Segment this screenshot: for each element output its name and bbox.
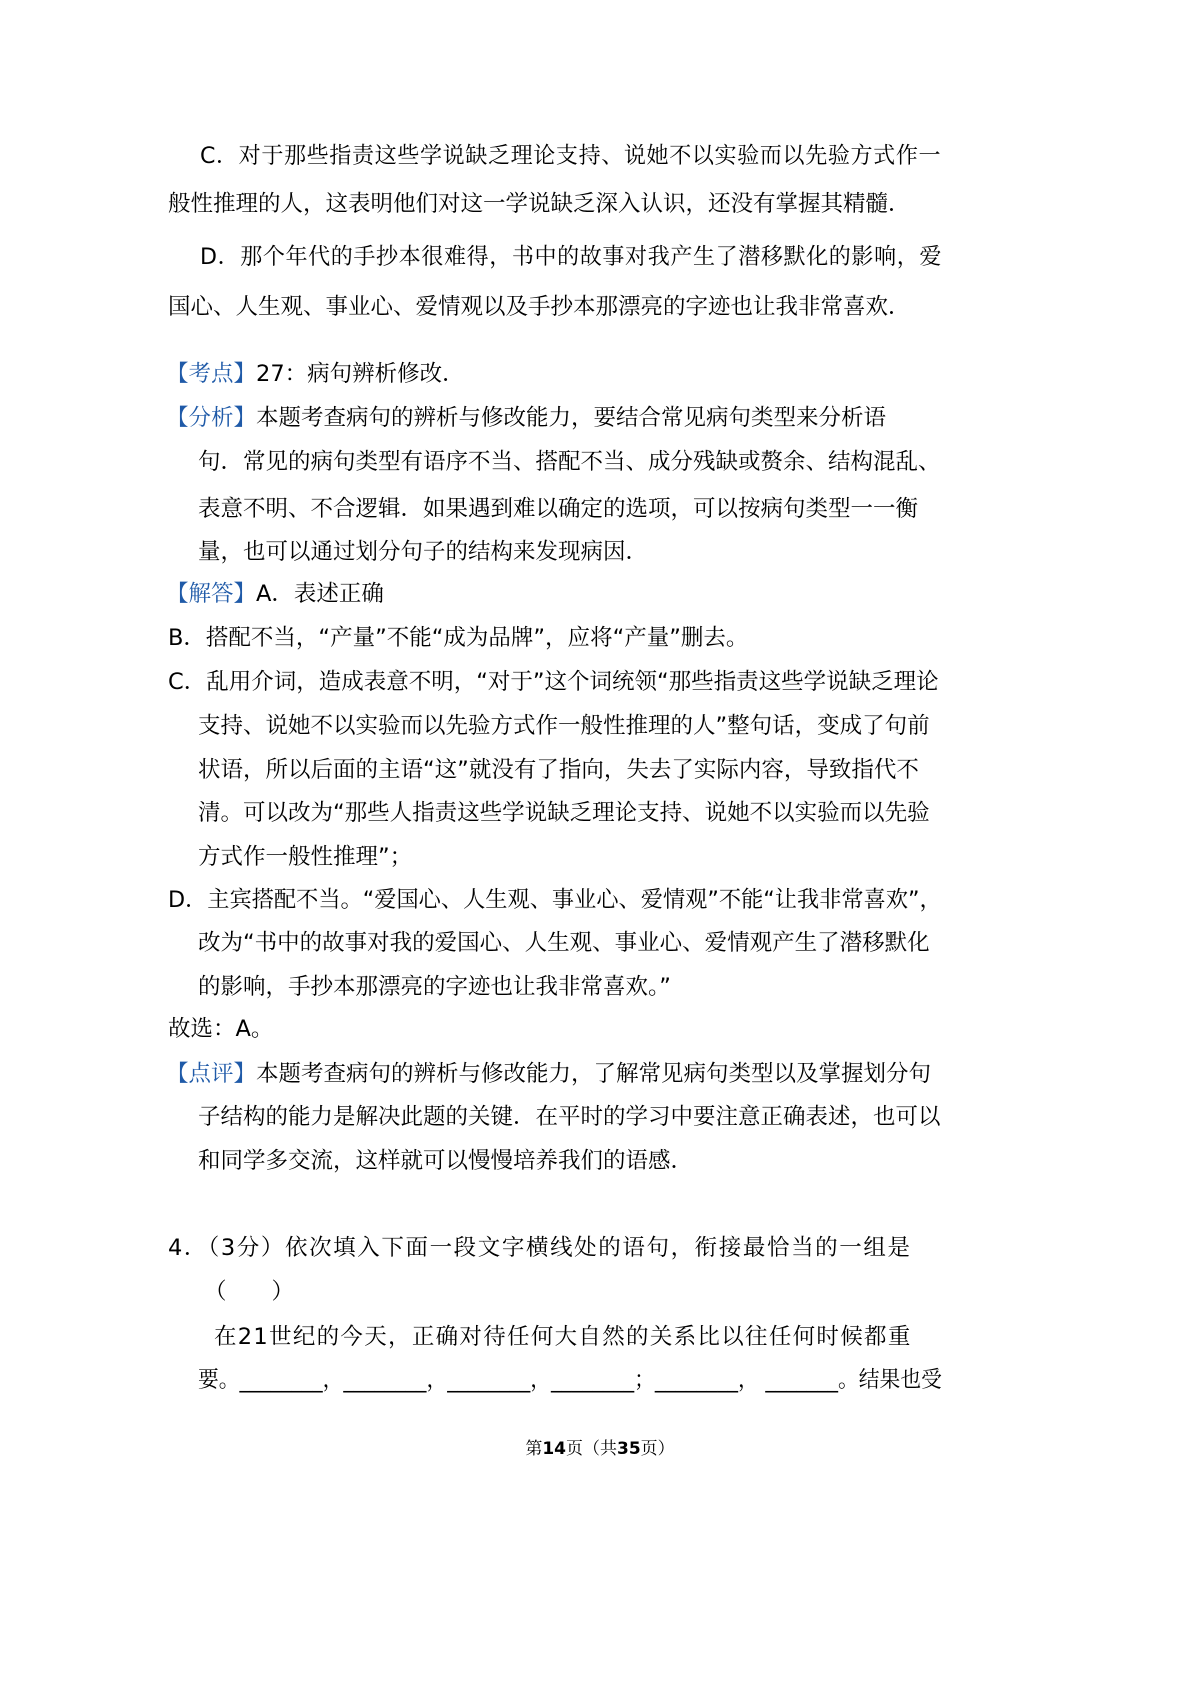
jieda-b: B．搭配不当，“产量”不能“成为品牌”，应将“产量”删去。 (168, 625, 749, 651)
fenxi-line-4: 量，也可以通过划分句子的结构来发现病因． (198, 539, 649, 565)
fenxi-line-2: 句．常见的病句类型有语序不当、搭配不当、成分残缺或赘余、结构混乱、 (198, 449, 941, 475)
fenxi-line-3: 表意不明、不合逻辑．如果遇到难以确定的选项，可以按病句类型一一衡 (198, 496, 919, 522)
question-4-stem-line-1: 4．（3分）依次填入下面一段文字横线处的语句，衔接最恰当的一组是 (168, 1235, 912, 1261)
page-footer (0, 1437, 1200, 1461)
jieda-d-line-1: D．主宾搭配不当。“爱国心、人生观、事业心、爱情观”不能“让我非常喜欢”， (168, 887, 942, 913)
dianping-line-2: 子结构的能力是解决此题的关键．在平时的学习中要注意正确表述，也可以 (198, 1104, 941, 1130)
jieda-c-line-3: 状语，所以后面的主语“这”就没有了指向，失去了实际内容，导致指代不 (198, 757, 919, 783)
dianping-tag: 【点评】 (166, 1061, 257, 1087)
jieda-c-line-2: 支持、说她不以实验而以先验方式作一般性推理的人”整句话，变成了句前 (198, 713, 930, 739)
dianping-line-3: 和同学多交流，这样就可以慢慢培养我们的语感． (198, 1148, 694, 1174)
kaodian-tag: 【考点】 (166, 361, 257, 387)
footer-total-pages: 35 (617, 1439, 641, 1459)
jieda-c-line-4: 清。可以改为“那些人指责这些学说缺乏理论支持、说她不以实验而以先验 (198, 800, 930, 826)
footer-middle: 页（共 (566, 1439, 617, 1459)
fenxi-tag: 【分析】 (166, 405, 257, 431)
jieda-answer: 故选：A。 (168, 1016, 274, 1042)
jieda-c-line-1: C．乱用介词，造成表意不明，“对于”这个词统领“那些指责这些学说缺乏理论 (168, 669, 939, 695)
jieda-tag: 【解答】 (166, 581, 257, 607)
option-d-line-2: 国心、人生观、事业心、爱情观以及手抄本那漂亮的字迹也让我非常喜欢． (168, 294, 911, 320)
footer-prefix: 第 (525, 1439, 543, 1459)
option-c-line-1: C．对于那些指责这些学说缺乏理论支持、说她不以实验而以先验方式作一 (200, 143, 942, 169)
jieda-d-line-3: 的影响，手抄本那漂亮的字迹也让我非常喜欢。” (198, 974, 671, 1000)
footer-suffix: 页） (640, 1439, 675, 1459)
jieda-c-line-5: 方式作一般性推理”； (198, 844, 413, 870)
jieda-d-line-2: 改为“书中的故事对我的爱国心、人生观、事业心、爱情观产生了潜移默化 (198, 930, 930, 956)
kaodian-text: 27：病句辨析修改． (256, 361, 465, 387)
jieda-a: A．表述正确 (256, 581, 384, 607)
option-d-line-1: D．那个年代的手抄本很难得，书中的故事对我产生了潜移默化的影响，爱 (200, 244, 942, 270)
question-4-passage-line-2: 要。________，________，________，________；________， _______。结果也受 (198, 1367, 942, 1393)
fenxi-line-1: 本题考查病句的辨析与修改能力，要结合常见病句类型来分析语 (256, 405, 887, 431)
question-4-passage-line-1: 在21世纪的今天，正确对待任何大自然的关系比以往任何时候都重 (214, 1324, 912, 1350)
question-4-stem-line-2: （ ） (204, 1279, 295, 1305)
option-c-line-2: 般性推理的人，这表明他们对这一学说缺乏深入认识，还没有掌握其精髓． (168, 191, 911, 217)
dianping-line-1: 本题考查病句的辨析与修改能力，了解常见病句类型以及掌握划分句 (256, 1061, 932, 1087)
footer-page-number: 14 (542, 1439, 566, 1459)
